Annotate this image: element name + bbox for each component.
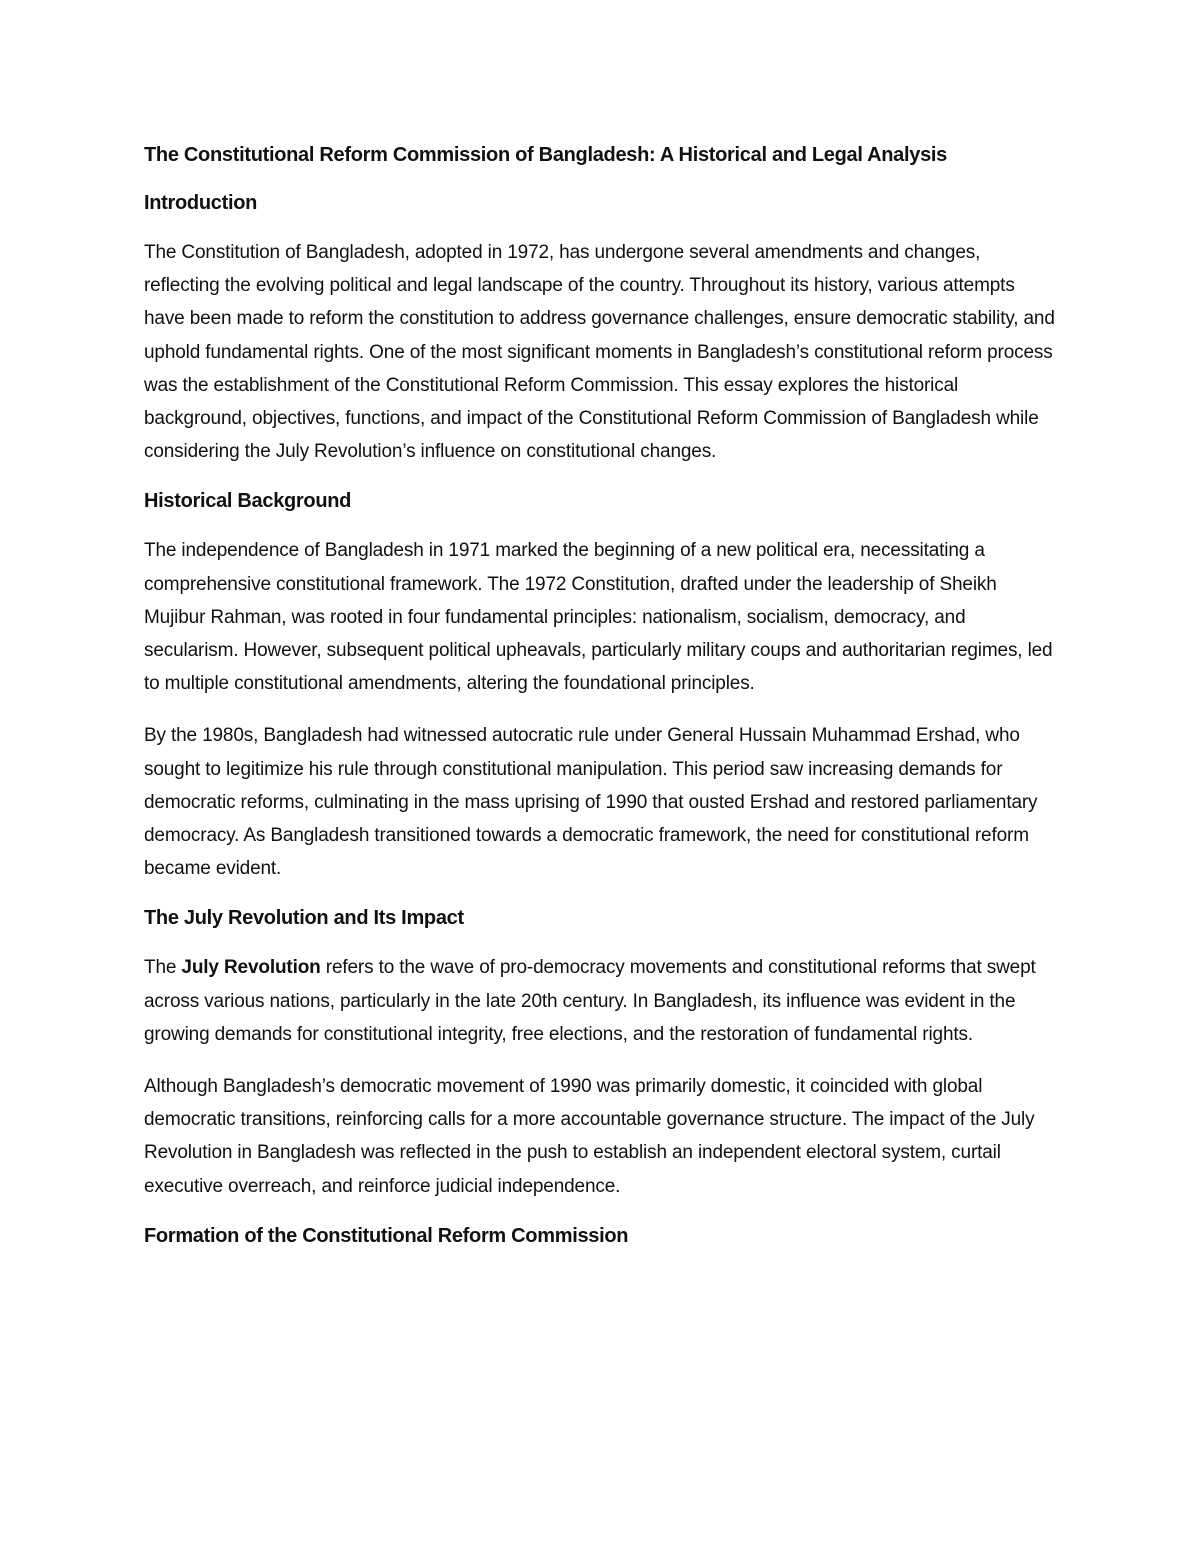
section-heading-historical-background: Historical Background [144, 490, 352, 513]
historical-background-paragraph-1: The independence of Bangladesh in 1971 marked the beginning of a new political era, necessitating a comprehensive constitutional framework. The 1972 Constitution, drafted under the leadership of Sheikh Mujibur Rahman, was rooted in four fundamental principles: nationalism, socialism, democracy, and secularism. However, subsequent political upheavals, particularly military coups and authoritarian regimes, led to multiple constitutional amendments, altering the foundational principles. [144, 540, 1053, 695]
july-revolution-p1-prefix: The [144, 957, 182, 979]
july-revolution-p1-rest: refers to the wave of pro-democracy movements and constitutional reforms that swept across various nations, particularly in the late 20th century. In Bangladesh, its influence was evident in the growing demands for constitutional integrity, free elections, and the restoration of fundamental rights. [144, 957, 1036, 1045]
document-title: The Constitutional Reform Commission of Bangladesh: A Historical and Legal Analysis [144, 144, 947, 166]
july-revolution-paragraph-2: Although Bangladesh’s democratic movement of 1990 was primarily domestic, it coincided with global democratic transitions, reinforcing calls for a more accountable governance structure. The impact of the July Revolution in Bangladesh was reflected in the push to establish an independent electoral system, curtail executive overreach, and reinforce judicial independence. [144, 1076, 1035, 1197]
document-body [144, 141, 1059, 1269]
section-heading-introduction: Introduction [144, 192, 258, 214]
section-heading-july-revolution: The July Revolution and Its Impact [144, 907, 464, 930]
july-revolution-term: July Revolution [181, 957, 321, 979]
historical-background-paragraph-2: By the 1980s, Bangladesh had witnessed autocratic rule under General Hussain Muhammad Ershad, who sought to legitimize his rule through constitutional manipulation. This period saw increasing demands for democratic reforms, culminating in the mass uprising of 1990 that ousted Ershad and restored parliamentary democracy. As Bangladesh transitioned towards a democratic framework, the need for constitutional reform became evident. [144, 725, 1038, 880]
july-revolution-paragraph-1 [144, 951, 1059, 1051]
section-heading-formation: Formation of the Constitutional Reform Commission [144, 1224, 629, 1247]
introduction-paragraph: The Constitution of Bangladesh, adopted in 1972, has undergone several amendments and changes, reflecting the evolving political and legal landscape of the country. Throughout its history, various attempts have been made to reform the constitution to address governance challenges, ensure democratic stability, and uphold fundamental rights. One of the most significant moments in Bangladesh’s constitutional reform process was the establishment of the Constitutional Reform Commission. This essay explores the historical background, objectives, functions, and impact of the Constitutional Reform Commission of Bangladesh while considering the July Revolution’s influence on constitutional changes. [144, 242, 1055, 463]
